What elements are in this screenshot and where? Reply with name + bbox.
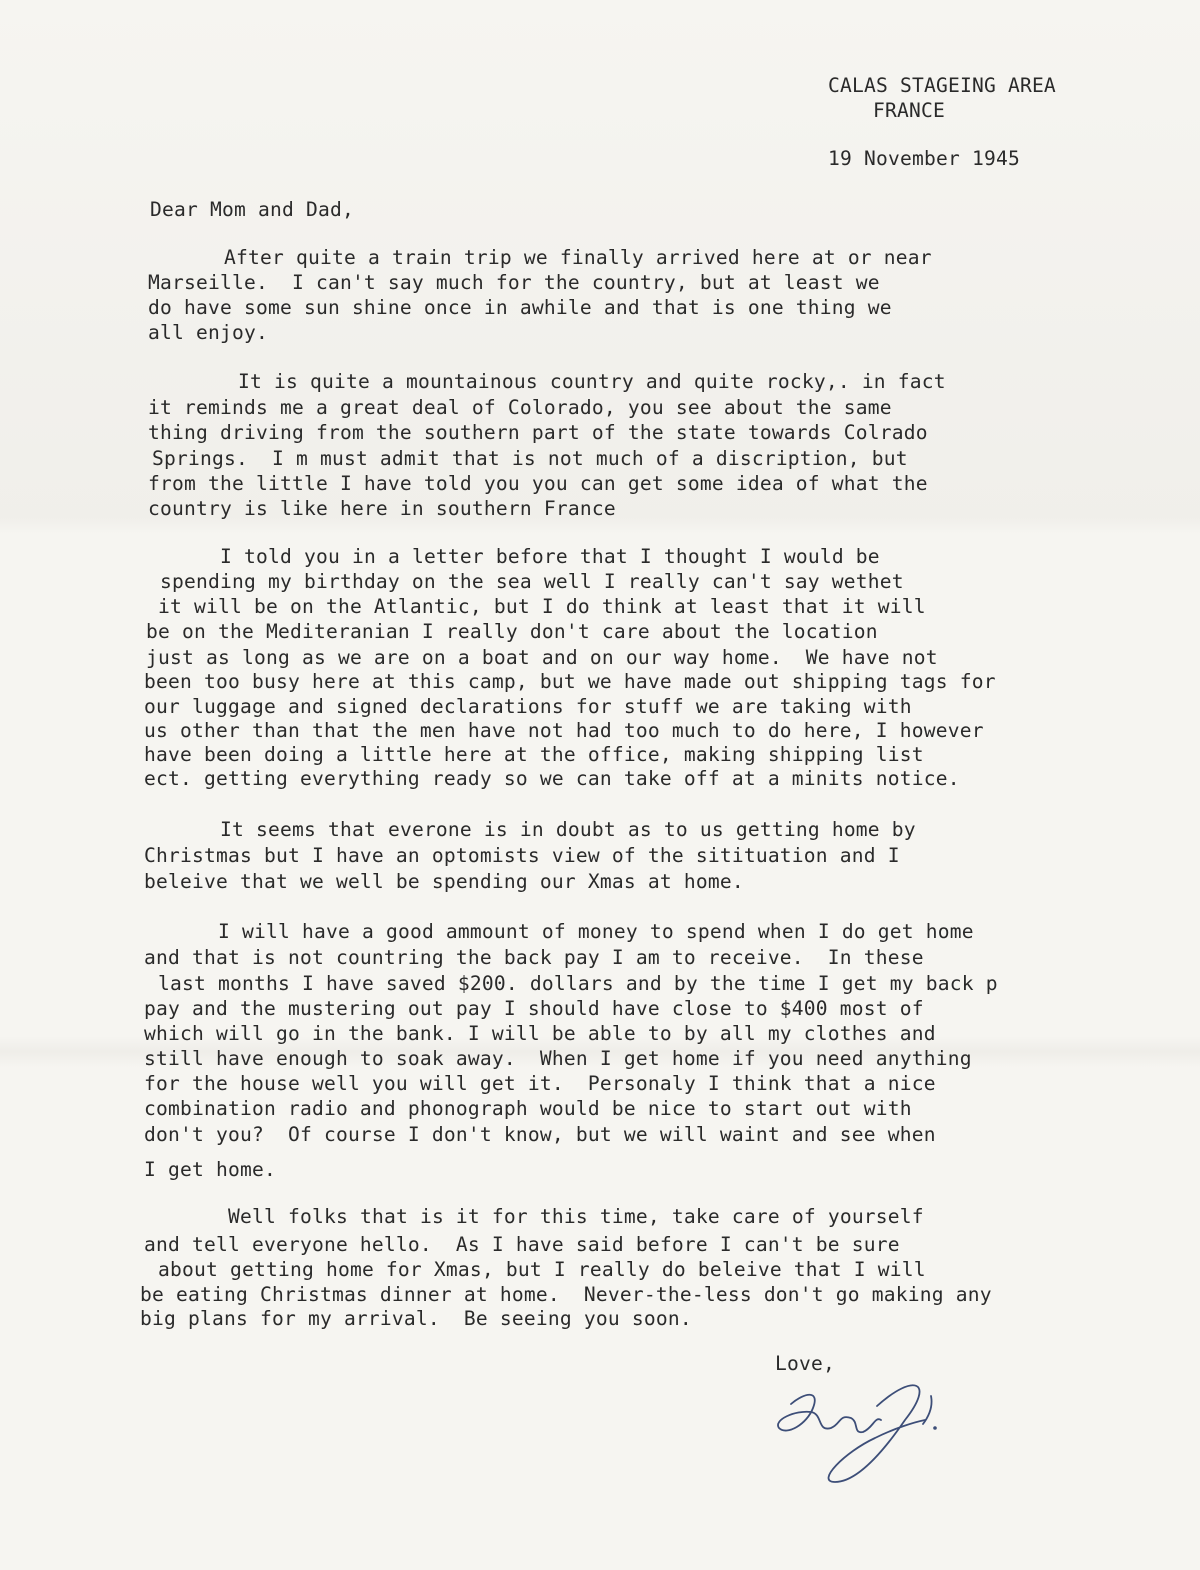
salutation: Dear Mom and Dad, — [150, 198, 354, 221]
p5-line-10: I get home. — [144, 1158, 276, 1181]
signature — [765, 1362, 955, 1492]
p4-line-2: Christmas but I have an optomists view of the sitituation and I — [144, 844, 900, 867]
p3-line-10: ect. getting everything ready so we can take off at a minits notice. — [144, 767, 960, 790]
p2-line-1: It is quite a mountainous country and quite rocky,. in fact — [238, 370, 946, 393]
p1-line-2: Marseille. I can't say much for the country, but at least we — [148, 271, 880, 294]
p3-line-5: just as long as we are on a boat and on our way home. We have not — [146, 646, 938, 669]
closing: Love, — [775, 1352, 835, 1375]
p3-line-7: our luggage and signed declarations for stuff we are taking with — [144, 695, 912, 718]
p3-line-4: be on the Mediteranian I really don't care about the location — [146, 620, 878, 643]
p5-line-6: still have enough to soak away. When I get home if you need anything — [144, 1047, 972, 1070]
p3-line-1: I told you in a letter before that I thought I would be — [220, 545, 880, 568]
p5-line-7: for the house well you will get it. Personaly I think that a nice — [144, 1072, 936, 1095]
p5-line-8: combination radio and phonograph would be nice to start out with — [144, 1097, 912, 1120]
p5-line-5: which will go in the bank. I will be able to by all my clothes and — [144, 1022, 936, 1045]
p5-line-9: don't you? Of course I don't know, but we will waint and see when — [144, 1123, 936, 1146]
p2-line-2: it reminds me a great deal of Colorado, you see about the same — [148, 396, 892, 419]
p2-line-3: thing driving from the southern part of the state towards Colrado — [148, 421, 928, 444]
p3-line-2: spending my birthday on the sea well I really can't say wethet — [160, 570, 904, 593]
p6-line-2: and tell everyone hello. As I have said before I can't be sure — [144, 1233, 900, 1256]
location-line-1: CALAS STAGEING AREA — [828, 74, 1056, 97]
p4-line-3: beleive that we well be spending our Xmas at home. — [144, 870, 744, 893]
p5-line-1: I will have a good ammount of money to spend when I do get home — [218, 920, 974, 943]
p5-line-2: and that is not countring the back pay I am to receive. In these — [144, 946, 924, 969]
p3-line-8: us other than that the men have not had too much to do here, I however — [144, 719, 984, 742]
p2-line-6: country is like here in southern France — [148, 497, 616, 520]
p1-line-3: do have some sun shine once in awhile and that is one thing we — [148, 296, 892, 319]
p6-line-5: big plans for my arrival. Be seeing you soon. — [140, 1307, 692, 1330]
p3-line-3: it will be on the Atlantic, but I do think at least that it will — [158, 595, 926, 618]
p6-line-4: be eating Christmas dinner at home. Never-the-less don't go making any — [140, 1283, 992, 1306]
p5-line-3: last months I have saved $200. dollars and by the time I get my back p — [158, 972, 998, 995]
p6-line-3: about getting home for Xmas, but I really do beleive that I will — [158, 1258, 926, 1281]
p1-line-4: all enjoy. — [148, 321, 268, 344]
p4-line-1: It seems that everone is in doubt as to us getting home by — [220, 818, 916, 841]
p6-line-1: Well folks that is it for this time, take care of yourself — [228, 1205, 924, 1228]
location-line-2: FRANCE — [873, 99, 945, 122]
p2-line-5: from the little I have told you you can get some idea of what the — [148, 472, 928, 495]
p5-line-4: pay and the mustering out pay I should have close to $400 most of — [144, 997, 924, 1020]
p3-line-6: been too busy here at this camp, but we have made out shipping tags for — [144, 670, 996, 693]
letter-date: 19 November 1945 — [828, 147, 1020, 170]
p1-line-1: After quite a train trip we finally arrived here at or near — [224, 246, 932, 269]
p2-line-4: Springs. I m must admit that is not much of a discription, but — [152, 447, 908, 470]
p3-line-9: have been doing a little here at the office, making shipping list — [144, 743, 924, 766]
